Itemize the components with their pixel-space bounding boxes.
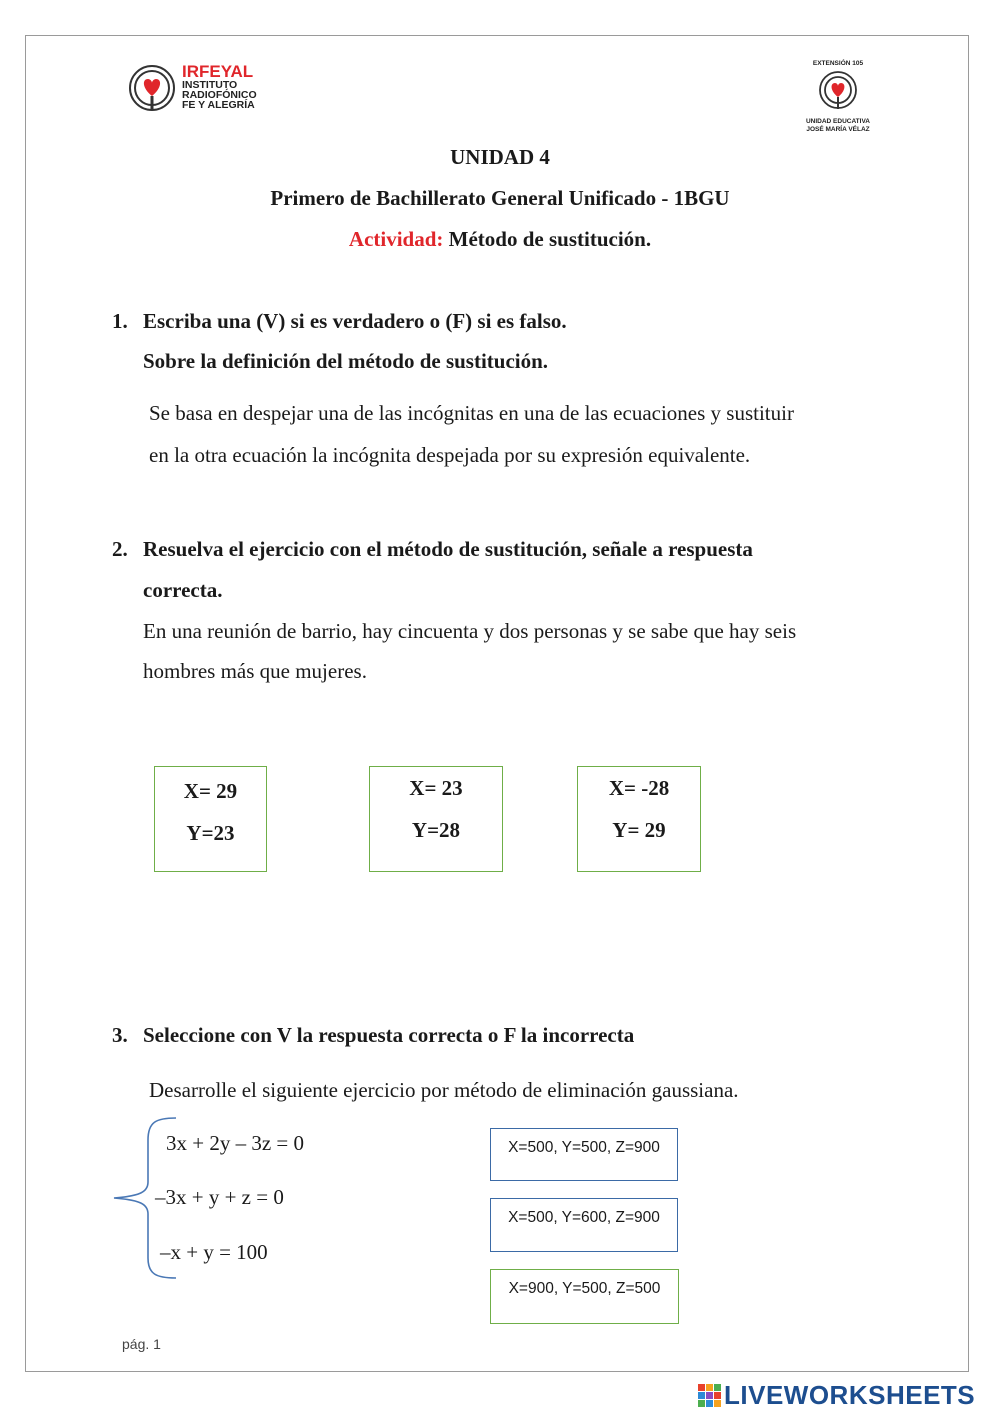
logo-line-1: INSTITUTO [182,79,238,91]
logo-extension-text: EXTENSIÓN 105 [812,60,864,67]
q2-option-2-y: Y=28 [411,818,461,842]
q1-number: 1. [112,309,128,333]
q2-line-2: correcta. [143,578,223,602]
q2-problem-line-2: hombres más que mujeres. [143,659,367,683]
q3-option-2[interactable]: X=500, Y=600, Z=900 [490,1198,678,1252]
liveworksheets-text: LIVEWORKSHEETS [724,1380,976,1410]
logo-line-3: FE Y ALEGRÍA [182,99,255,111]
q1-line-2: Sobre la definición del método de sustitución. [143,349,549,373]
q2-option-2[interactable] [369,766,503,872]
q1-statement-line-2: en la otra ecuación la incógnita despejada por su expresión equivalente. [149,443,751,467]
q2-line-1: Resuelva el ejercicio con el método de sustitución, señale a respuesta [143,537,753,561]
equation-2: –3x + y + z = 0 [155,1185,284,1209]
q2-problem-line-1: En una reunión de barrio, hay cincuenta y dos personas y se sabe que hay seis [143,619,797,643]
liveworksheets-logo-icon [698,1384,722,1408]
page-number: pág. 1 [122,1336,161,1352]
unidad-educativa-logo [794,60,882,140]
q3-option-3[interactable]: X=900, Y=500, Z=500 [490,1269,679,1324]
liveworksheets-brand [698,1381,994,1411]
q2-option-3[interactable] [577,766,701,872]
logo-school-line-2: JOSÉ MARÍA VÉLAZ [806,126,870,133]
unit-title: UNIDAD 4 [450,145,550,169]
q2-option-3-x: X= -28 [608,776,670,800]
q3-number: 3. [112,1023,128,1047]
q2-option-1-y: Y=23 [186,821,235,845]
q2-option-1-x: X= 29 [183,779,238,803]
course-title: Primero de Bachillerato General Unificado - 1BGU [270,186,730,210]
activity-title: Método de sustitución. [443,227,652,251]
q3-line-1: Seleccione con V la respuesta correcta o F la incorrecta [143,1023,635,1047]
q3-option-1[interactable]: X=500, Y=500, Z=900 [490,1128,678,1181]
logo-school-line-1: UNIDAD EDUCATIVA [805,118,871,125]
irfeyal-logo [122,62,312,114]
q1-statement-line-1: Se basa en despejar una de las incógnitas en una de las ecuaciones y sustituir [149,401,794,425]
logo-line-2: RADIOFÓNICO [182,89,257,101]
q2-option-3-y: Y= 29 [612,818,666,842]
equation-3: –x + y = 100 [160,1240,268,1264]
q2-option-2-x: X= 23 [409,776,463,800]
activity-label: Actividad: [348,227,444,251]
equation-1: 3x + 2y – 3z = 0 [166,1131,305,1155]
activity-heading [0,227,1000,252]
q3-instruction: Desarrolle el siguiente ejercicio por método de eliminación gaussiana. [149,1078,739,1102]
q1-line-1: Escriba una (V) si es verdadero o (F) si es falso. [143,309,567,333]
logo-title: IRFEYAL [182,62,254,81]
radio-heart-small-icon [816,70,860,112]
q2-option-1[interactable] [154,766,267,872]
radio-heart-icon [122,62,182,114]
q2-number: 2. [112,537,128,561]
